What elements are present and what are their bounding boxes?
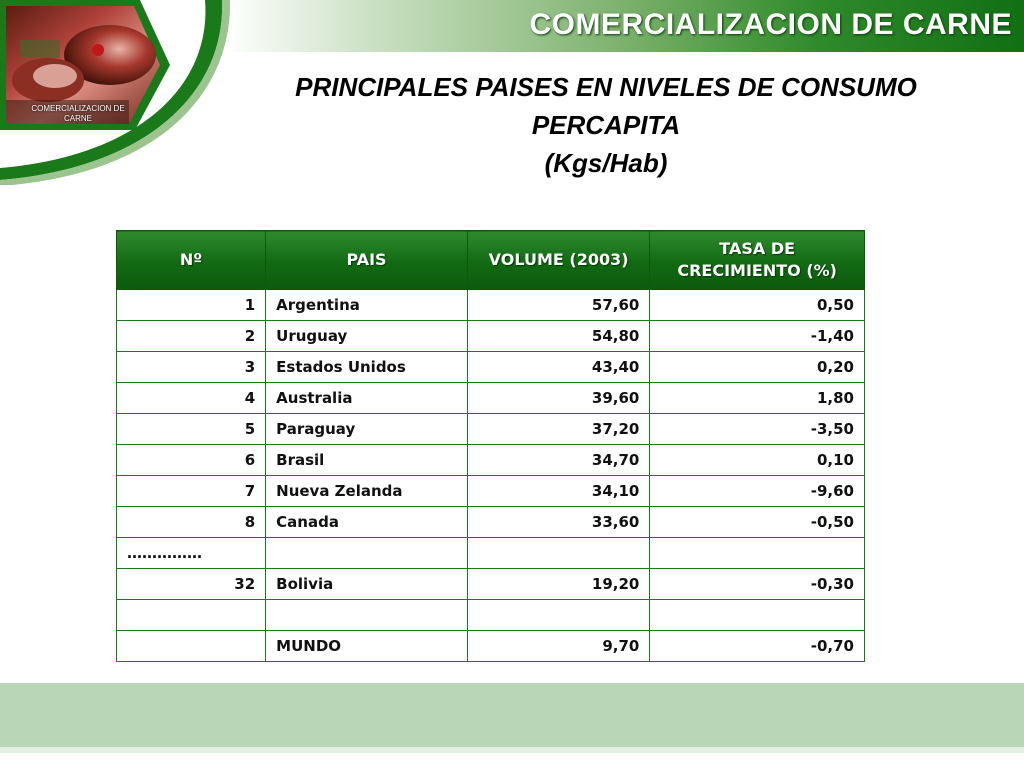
banner-title: COMERCIALIZACION DE CARNE [529,8,1012,41]
cell-number: 6 [117,445,266,476]
header-volume: VOLUME (2003) [467,231,649,290]
table-row [117,631,865,662]
cell-country: Uruguay [266,321,468,352]
cell-growth-rate: -1,40 [650,321,865,352]
cell-growth-rate: 0,10 [650,445,865,476]
cell-growth-rate: -0,30 [650,569,865,600]
footer-divider [0,747,1024,753]
heading-line-2: PERCAPITA [531,110,681,140]
cell-country: Nueva Zelanda [266,476,468,507]
table-row [117,476,865,507]
cell-number: 5 [117,414,266,445]
cell-growth-rate [650,538,865,569]
cell-volume [467,600,649,631]
cell-country: Paraguay [266,414,468,445]
cell-growth-rate: 0,20 [650,352,865,383]
table-row [117,352,865,383]
cell-volume: 34,70 [467,445,649,476]
cell-growth-rate: 0,50 [650,290,865,321]
table-row [117,538,865,569]
cell-growth-rate: -0,70 [650,631,865,662]
cell-number: 3 [117,352,266,383]
table-row [117,321,865,352]
cell-number [117,600,266,631]
cell-number: 4 [117,383,266,414]
consumption-table [116,230,865,662]
cell-volume: 33,60 [467,507,649,538]
cell-country: Argentina [266,290,468,321]
cell-country: Bolivia [266,569,468,600]
cell-volume: 37,20 [467,414,649,445]
logo-label: COMERCIALIZACION DE CARNE [31,104,125,123]
page-heading [200,68,1012,182]
footer-band [0,683,1024,747]
cell-number: 1 [117,290,266,321]
table-row [117,569,865,600]
cell-country [266,538,468,569]
heading-line-3: (Kgs/Hab) [544,148,668,178]
cell-number: 2 [117,321,266,352]
cell-number: 32 [117,569,266,600]
cell-growth-rate: 1,80 [650,383,865,414]
table-header-row [117,231,865,290]
table-row [117,414,865,445]
cell-growth-rate [650,600,865,631]
cell-number: 7 [117,476,266,507]
cell-country: Brasil [266,445,468,476]
cell-ellipsis: …………… [117,538,266,569]
cell-volume: 39,60 [467,383,649,414]
cell-volume: 54,80 [467,321,649,352]
cell-volume: 9,70 [467,631,649,662]
table-row [117,507,865,538]
cell-growth-rate: -9,60 [650,476,865,507]
cell-country: Estados Unidos [266,352,468,383]
table-row [117,383,865,414]
table-row [117,445,865,476]
header-number: Nº [117,231,266,290]
cell-growth-rate: -0,50 [650,507,865,538]
cell-country: Australia [266,383,468,414]
cell-number: 8 [117,507,266,538]
cell-volume: 57,60 [467,290,649,321]
cell-volume: 34,10 [467,476,649,507]
cell-volume: 43,40 [467,352,649,383]
cell-country [266,600,468,631]
table-row [117,290,865,321]
cell-number [117,631,266,662]
cell-volume [467,538,649,569]
cell-country: Canada [266,507,468,538]
table-row [117,600,865,631]
cell-country: MUNDO [266,631,468,662]
heading-line-1: PRINCIPALES PAISES EN NIVELES DE CONSUMO [295,72,917,102]
header-country: PAIS [266,231,468,290]
header-growth-rate: TASA DE CRECIMIENTO (%) [650,231,865,290]
cell-volume: 19,20 [467,569,649,600]
cell-growth-rate: -3,50 [650,414,865,445]
